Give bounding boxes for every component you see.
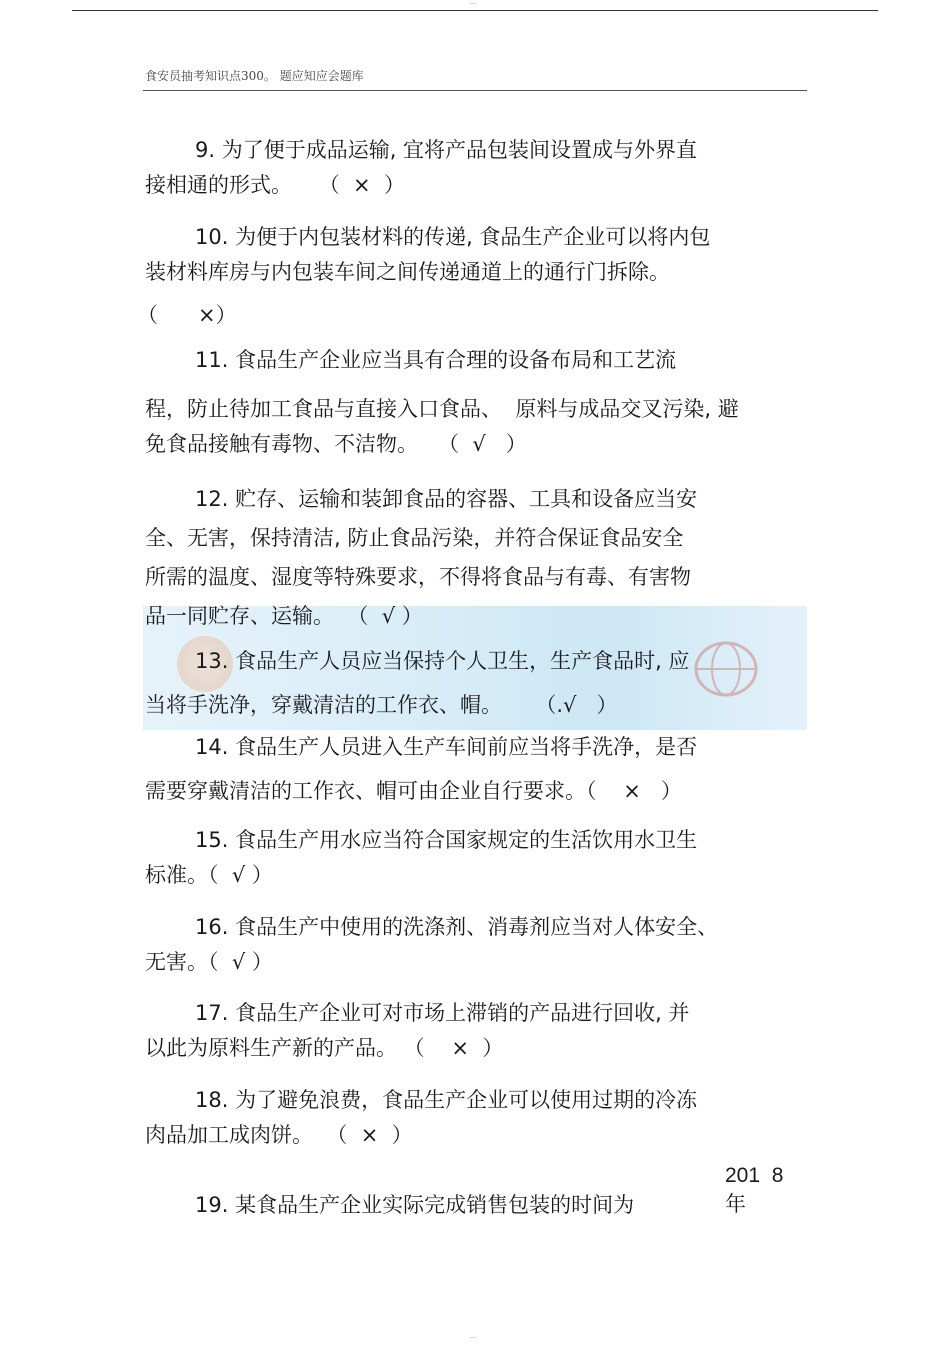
running-header: 食安员抽考知识点300。 题应知应会题库 — [145, 69, 364, 83]
q14-line-2: 需要穿戴清洁的工作衣、帽可由企业自行要求。（ × ） — [145, 779, 682, 803]
q12-line-3: 所需的温度、湿度等特殊要求，不得将食品与有毒、有害物 — [145, 565, 691, 589]
q14-line-1: 14. 食品生产人员进入生产车间前应当将手洗净，是否 — [195, 735, 698, 759]
q10-line-2: 装材料库房与内包装车间之间传递通道上的通行门拆除。 — [145, 260, 670, 284]
q12-line-2: 全、无害，保持清洁, 防止食品污染，并符合保证食品安全 — [145, 526, 684, 550]
q19-year-char: 年 — [725, 1193, 746, 1216]
q16-line-1: 16. 食品生产中使用的洗涤剂、消毒剂应当对人体安全、 — [195, 915, 719, 939]
q15-line-1: 15. 食品生产用水应当符合国家规定的生活饮用水卫生 — [195, 828, 698, 852]
q12-line-4: 品一同贮存、运输。 （ √ ） — [145, 604, 423, 628]
page-mark-top: --- — [470, 0, 477, 7]
q11-line-3: 免食品接触有毒物、不洁物。 （ √ ） — [145, 432, 527, 456]
q15-line-2: 标准。（ √ ） — [145, 863, 273, 887]
q17-line-2: 以此为原料生产新的产品。 （ × ） — [145, 1036, 504, 1060]
q13-line-1: 13. 食品生产人员应当保持个人卫生，生产食品时, 应 — [195, 649, 690, 673]
top-rule — [72, 10, 878, 11]
q10-line-1: 10. 为便于内包装材料的传递, 食品生产企业可以将内包 — [195, 225, 711, 249]
q16-line-2: 无害。（ √ ） — [145, 950, 273, 974]
page-mark-bottom: --- — [470, 1334, 477, 1341]
q19-line-1: 19. 某食品生产企业实际完成销售包装的时间为 — [195, 1193, 635, 1217]
q17-line-1: 17. 食品生产企业可对市场上滞销的产品进行回收, 并 — [195, 1001, 690, 1025]
q18-line-2: 肉品加工成肉饼。 （ × ） — [145, 1123, 413, 1147]
q19-year-number: 201 8 — [725, 1164, 784, 1187]
q9-line-1: 9. 为了便于成品运输, 宜将产品包装间设置成与外界直 — [195, 138, 698, 162]
q18-line-1: 18. 为了避免浪费，食品生产企业可以使用过期的冷冻 — [195, 1088, 698, 1112]
q10-line-3: （ ×） — [137, 303, 237, 327]
q12-line-1: 12. 贮存、运输和装卸食品的容器、工具和设备应当安 — [195, 487, 698, 511]
q11-line-1: 11. 食品生产企业应当具有合理的设备布局和工艺流 — [195, 348, 677, 372]
q9-line-2: 接相通的形式。 （ × ） — [145, 173, 405, 197]
q11-line-2: 程，防止待加工食品与直接入口食品、 原料与成品交叉污染, 避 — [145, 397, 739, 421]
header-rule — [143, 90, 807, 91]
globe-icon — [691, 638, 761, 700]
q13-line-2: 当将手洗净，穿戴清洁的工作衣、帽。 （.√ ） — [145, 693, 618, 717]
